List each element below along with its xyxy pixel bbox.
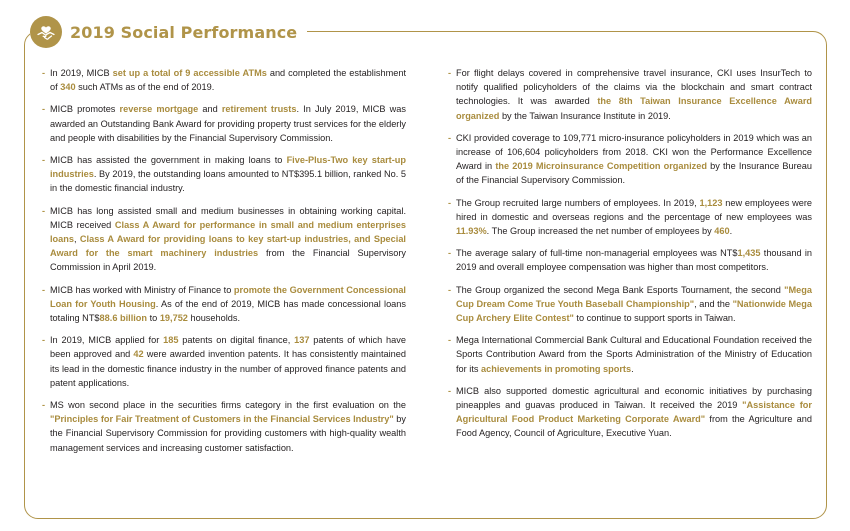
body-text: households. — [187, 313, 241, 324]
highlight-text: the 2019 Microinsurance Competition organized — [495, 161, 707, 172]
body-text: were awarded invention patents. It has consistently maintained its lead in the domestic finance industry in the number of approved finance patents and patent applications. — [50, 349, 406, 388]
highlight-text: 88.6 billion — [99, 313, 148, 324]
body-text: MICB also supported domestic agricultural and economic initiatives by purchasing pineapples and guavas produced in Taiwan. It received the 2019 — [456, 385, 812, 411]
bullet-item — [448, 66, 812, 123]
body-text: to continue to support sports in Taiwan. — [573, 313, 736, 324]
body-text: new employees were hired in domestic and overseas regions and the percentage of new employees was — [456, 197, 813, 222]
body-text: MICB has assisted the government in making loans to — [50, 155, 287, 166]
body-text: , and the — [694, 298, 733, 309]
body-text: such ATMs as of the end of 2019. — [75, 82, 215, 93]
highlight-text: achievements in promoting sports — [481, 363, 632, 374]
highlight-text: set up a total of 9 accessible ATMs — [112, 68, 267, 78]
body-text: patents on digital finance, — [178, 335, 295, 346]
body-text: MICB has worked with Ministry of Finance to — [50, 284, 234, 295]
body-text: . In July 2019, MICB was awarded an Outstanding Bank Award for providing property trust services for the elderly and people with disabilities by the Financial Supervisory Commission. — [50, 104, 407, 143]
highlight-text: retirement trusts — [221, 104, 297, 115]
bullet-item — [448, 196, 812, 239]
body-text: The Group organized the second Mega Bank Esports Tournament, the second — [456, 284, 785, 295]
body-text: MS won second place in the securities firms category in the first evaluation on the — [50, 400, 406, 411]
bullet-item — [42, 102, 406, 145]
body-text: The Group recruited large numbers of employees. In 2019, — [456, 197, 700, 208]
highlight-text: 137 — [294, 335, 310, 346]
body-text: and completed the establishment of — [50, 68, 406, 93]
body-text: . As of the end of 2019, MICB has made concessional loans totaling NT$ — [50, 298, 406, 324]
highlight-text: 19,752 — [159, 313, 188, 324]
body-text: from the Financial Supervisory Commission in April 2019. — [50, 248, 407, 273]
highlight-text: "Mega Cup Dream Come True Youth Baseball Championship" — [456, 284, 812, 309]
bullet-item — [42, 333, 406, 390]
highlight-text: 42 — [133, 349, 144, 360]
bullet-item — [42, 204, 406, 275]
body-text: CKI provided coverage to 109,771 micro-insurance policyholders in 2019 which was an increase of 106,604 policyholders from 2018. CKI won the Performance Excellence Award in — [456, 132, 812, 172]
highlight-text: "Nationwide Mega Cup Archery Elite Contest" — [456, 298, 813, 324]
highlight-text: Class A Award for providing loans to key start-up industries, and Special Award for the smart machinery industries — [50, 234, 406, 259]
body-text: . The Group increased the net number of employees by — [486, 226, 715, 237]
body-text: , — [74, 234, 80, 245]
body-text: . — [631, 363, 634, 374]
highlight-text: 185 — [163, 335, 179, 346]
body-text: from the Agriculture and Food Agency, Council of Agriculture, Executive Yuan. — [456, 414, 813, 439]
body-text: by the Insurance Bureau of the Financial Supervisory Commission. — [456, 161, 812, 186]
bullet-item — [448, 384, 812, 441]
body-text: thousand in 2019 and overall employee compensation was higher than most competitors. — [456, 248, 812, 273]
bullet-item — [448, 246, 812, 274]
section-header — [30, 14, 307, 50]
bullet-item — [42, 66, 406, 94]
body-text: by the Taiwan Insurance Institute in 2019. — [499, 110, 671, 121]
highlight-text: reverse mortgage — [119, 104, 199, 115]
bullet-item — [448, 283, 812, 326]
body-text: For flight delays covered in comprehensive travel insurance, CKI uses InsurTech to notify qualified policyholders of the claims via the blockchain and smart contract technologies. It was awarded — [456, 68, 812, 107]
body-text: patents of which have been approved and — [50, 335, 406, 360]
highlight-text: 460 — [714, 226, 730, 237]
body-text: . — [729, 226, 733, 237]
highlight-text: 11.93% — [456, 226, 487, 237]
highlight-text: Five-Plus-Two key start-up industries — [50, 155, 406, 180]
highlight-text: 340 — [60, 82, 76, 93]
body-text: and — [198, 104, 222, 115]
body-text: In 2019, MICB — [50, 68, 113, 78]
bullet-item — [42, 153, 406, 196]
highlight-text: "Principles for Fair Treatment of Customers in the Financial Services Industry" — [50, 414, 394, 425]
right-column — [448, 66, 812, 449]
bullet-item — [448, 333, 812, 376]
body-text: In 2019, MICB applied for — [50, 335, 164, 346]
left-column — [42, 66, 406, 463]
highlight-text: 1,123 — [699, 197, 723, 208]
body-text: Mega International Commercial Bank Cultural and Educational Foundation received the Sports Contribution Award from the Sports Administration of the Ministry of Education for its — [456, 335, 812, 374]
highlight-text: promote the Government Concessional Loan for Youth Housing — [50, 284, 406, 309]
bullet-item — [42, 283, 406, 326]
section-title: 2019 Social Performance — [70, 22, 298, 42]
body-text: to — [147, 313, 160, 324]
body-text: . By 2019, the outstanding loans amounted to NT$395.1 billion, ranked No. 5 in the domestic financial industry. — [50, 169, 406, 194]
body-text: MICB promotes — [50, 104, 120, 115]
body-text: The average salary of full-time non-managerial employees was NT$ — [456, 248, 738, 259]
highlight-text: Class A Award for performance in small and medium enterprises loans — [50, 219, 406, 245]
bullet-item — [448, 131, 812, 188]
bullet-item — [42, 398, 406, 455]
body-text: by the Financial Supervisory Commission for providing customers with high-quality wealth management services and increasing customer satisfaction. — [50, 414, 406, 453]
highlight-text: 1,435 — [737, 248, 761, 259]
highlight-text: "Assistance for Agricultural Food Product Marketing Corporate Award" — [456, 400, 812, 425]
handshake-heart-icon — [30, 16, 62, 48]
body-text: MICB has long assisted small and medium businesses in obtaining working capital. MICB received — [50, 205, 406, 230]
highlight-text: the 8th Taiwan Insurance Excellence Award organized — [456, 96, 813, 121]
